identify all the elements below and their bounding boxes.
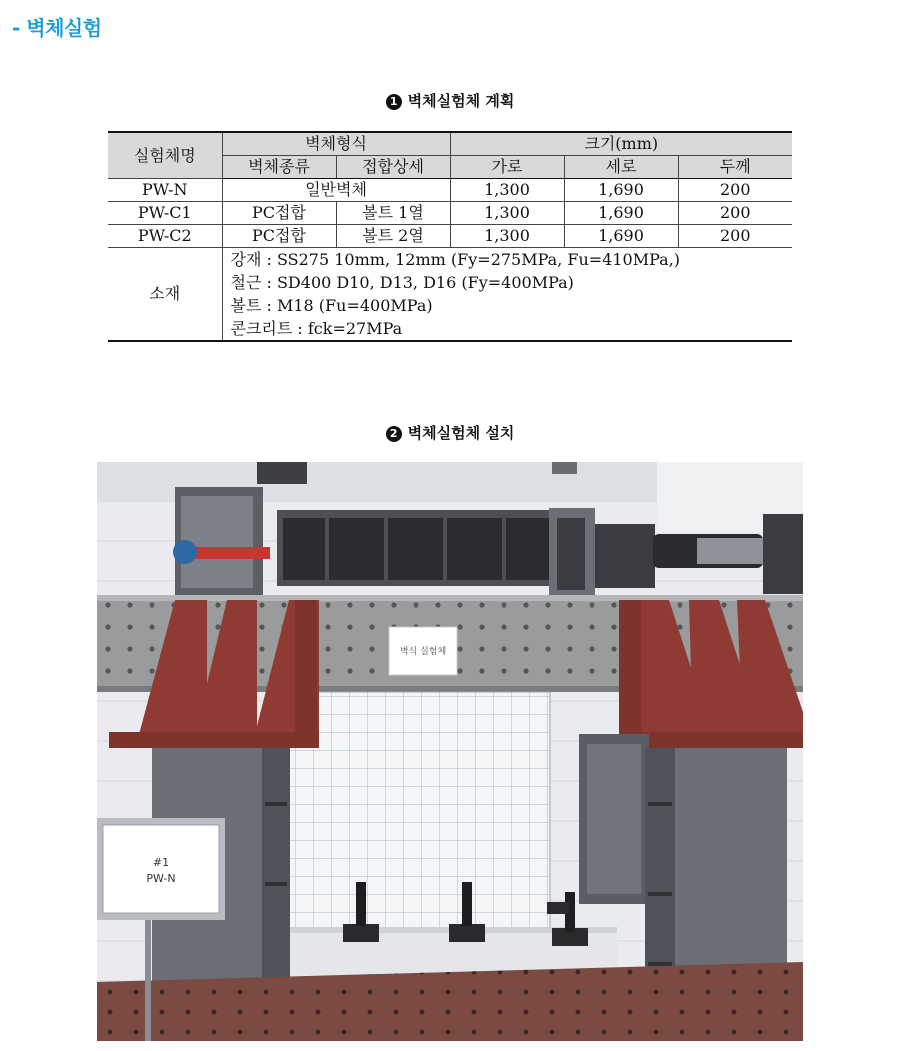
cell-height: 1,690 bbox=[564, 225, 678, 248]
table-row bbox=[108, 179, 792, 202]
cell-thickness: 200 bbox=[678, 179, 792, 202]
cell-thickness: 200 bbox=[678, 202, 792, 225]
caption-number: 2 bbox=[386, 426, 402, 442]
cell-name: PW-C1 bbox=[108, 202, 222, 225]
materials-list bbox=[222, 248, 792, 342]
cell-joint: 볼트 2열 bbox=[336, 225, 450, 248]
test-setup-photo bbox=[97, 462, 803, 1041]
cell-width: 1,300 bbox=[450, 202, 564, 225]
materials-label: 소재 bbox=[108, 248, 222, 342]
table-row bbox=[108, 202, 792, 225]
specimen-sign-line1: #1 bbox=[152, 856, 170, 869]
table-caption bbox=[0, 90, 900, 111]
header-joint-detail: 접합상세 bbox=[336, 156, 450, 179]
table-row bbox=[108, 225, 792, 248]
header-thickness: 두께 bbox=[678, 156, 792, 179]
photo-caption bbox=[0, 422, 900, 443]
caption-text: 벽체실험체 설치 bbox=[407, 424, 515, 442]
wall-sign-label: 벽식 실험체 bbox=[399, 647, 447, 657]
material-line: 볼트 : M18 (Fu=400MPa) bbox=[230, 296, 433, 315]
cell-name: PW-N bbox=[108, 179, 222, 202]
materials-row bbox=[108, 248, 792, 342]
specimen-sign-line2: PW-N bbox=[146, 872, 176, 885]
cell-thickness: 200 bbox=[678, 225, 792, 248]
cell-width: 1,300 bbox=[450, 225, 564, 248]
cell-name: PW-C2 bbox=[108, 225, 222, 248]
test-setup-illustration bbox=[97, 462, 803, 1041]
section-title: - 벽체실험 bbox=[12, 16, 102, 40]
specimen-sign bbox=[103, 825, 219, 913]
header-wall-type: 벽체형식 bbox=[222, 132, 450, 156]
header-size: 크기(mm) bbox=[450, 132, 792, 156]
header-width: 가로 bbox=[450, 156, 564, 179]
cell-width: 1,300 bbox=[450, 179, 564, 202]
cell-joint: 볼트 1열 bbox=[336, 202, 450, 225]
header-wall-kind: 벽체종류 bbox=[222, 156, 336, 179]
cell-type: 일반벽체 bbox=[222, 179, 450, 202]
header-height: 세로 bbox=[564, 156, 678, 179]
cell-kind: PC접합 bbox=[222, 202, 336, 225]
cell-kind: PC접합 bbox=[222, 225, 336, 248]
cell-height: 1,690 bbox=[564, 179, 678, 202]
header-specimen-name: 실험체명 bbox=[108, 132, 222, 179]
material-line: 콘크리트 : fck=27MPa bbox=[230, 319, 403, 338]
caption-number: 1 bbox=[386, 94, 402, 110]
cell-height: 1,690 bbox=[564, 202, 678, 225]
material-line: 강재 : SS275 10mm, 12mm (Fy=275MPa, Fu=410MPa,) bbox=[230, 250, 681, 269]
caption-text: 벽체실험체 계획 bbox=[407, 92, 515, 110]
specimen-plan-table bbox=[108, 131, 792, 342]
material-line: 철근 : SD400 D10, D13, D16 (Fy=400MPa) bbox=[230, 273, 574, 292]
